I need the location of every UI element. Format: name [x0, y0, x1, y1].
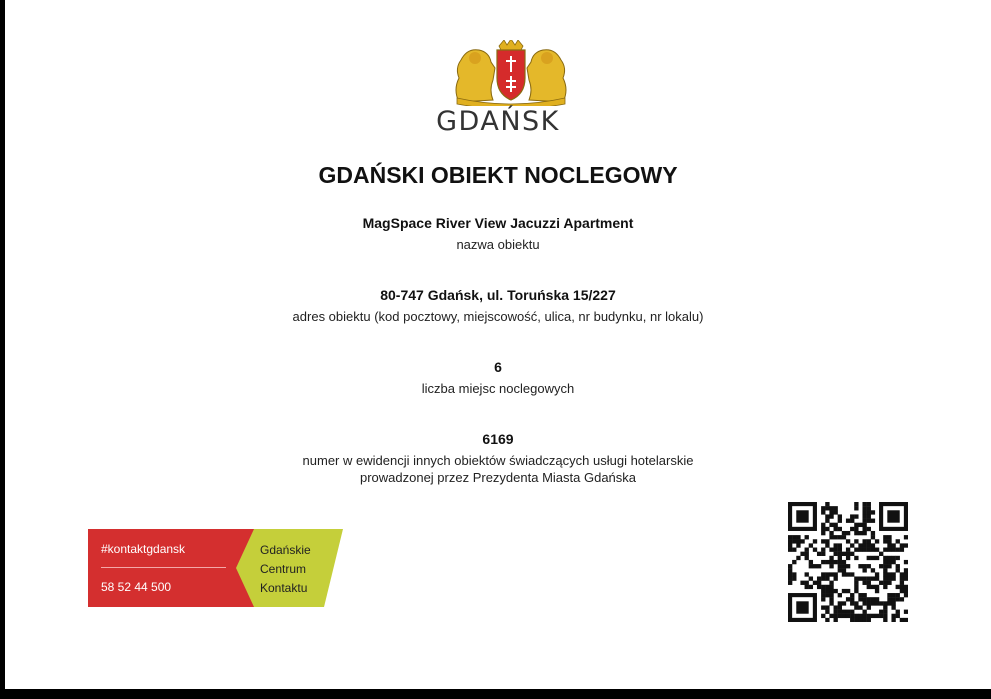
bed-count: 6 — [494, 359, 502, 375]
registry-caption-line: numer w ewidencji innych obiektów świadczących usługi hotelarskie — [302, 453, 694, 468]
bed-count-caption: liczba miejsc noclegowych — [421, 381, 575, 396]
registry-number-field — [5, 430, 991, 486]
contact-center-line: Centrum — [260, 562, 307, 576]
property-name-caption: nazwa obiektu — [456, 237, 540, 252]
registry-number-caption — [5, 452, 991, 486]
bed-count-field — [5, 358, 991, 397]
contact-phone: 58 52 44 500 — [101, 580, 172, 594]
registry-number: 6169 — [482, 431, 514, 447]
qr-code-icon[interactable] — [788, 502, 908, 622]
property-name: MagSpace River View Jacuzzi Apartment — [362, 215, 634, 231]
contact-center-line: Kontaktu — [260, 581, 308, 595]
property-address-caption: adres obiektu (kod pocztowy, miejscowość, ulica, nr budynku, nr lokalu) — [292, 309, 704, 324]
contact-hashtag: #kontaktgdansk — [101, 542, 186, 556]
city-name: GDAŃSK — [436, 106, 560, 137]
contact-banner — [88, 529, 343, 607]
property-address-field — [5, 286, 991, 325]
page-title: GDAŃSKI OBIEKT NOCLEGOWY — [318, 162, 678, 188]
registry-caption-line: prowadzonej przez Prezydenta Miasta Gdańska — [359, 470, 637, 485]
contact-banner-red-panel — [88, 529, 256, 607]
certificate-page — [5, 0, 991, 689]
contact-center-line: Gdańskie — [260, 543, 311, 557]
property-address: 80-747 Gdańsk, ul. Toruńska 15/227 — [380, 287, 616, 303]
gdansk-coat-of-arms-icon — [449, 40, 573, 106]
contact-center-name — [260, 541, 311, 598]
contact-divider — [101, 567, 226, 568]
property-name-field — [5, 214, 991, 253]
